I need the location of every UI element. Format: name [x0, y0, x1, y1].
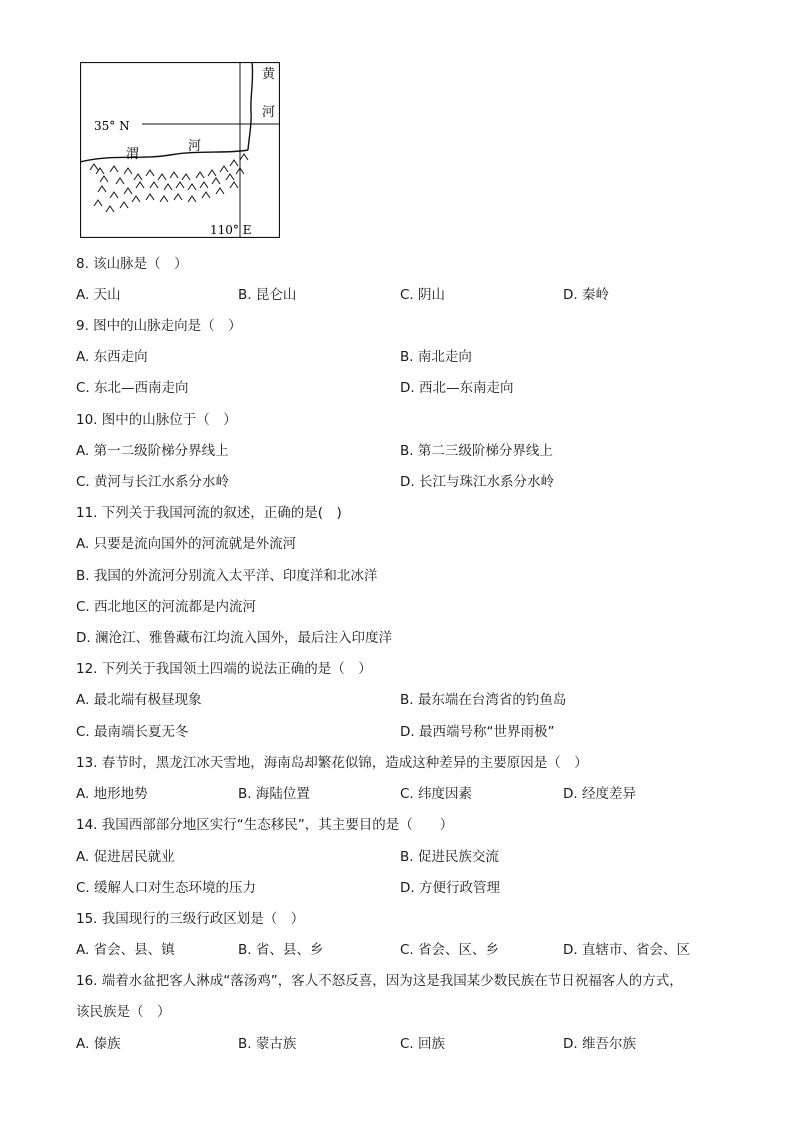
q13-option-c[interactable]: C. 纬度因素: [400, 786, 473, 802]
question-14-stem: 14. 我国西部部分地区实行“生态移民”，其主要目的是（ ）: [76, 817, 454, 833]
q8-option-d[interactable]: D. 秦岭: [563, 287, 609, 303]
q13-option-d[interactable]: D. 经度差异: [563, 786, 636, 802]
q14-option-a[interactable]: A. 促进居民就业: [76, 849, 175, 865]
question-9-stem: 9. 图中的山脉走向是（ ）: [76, 318, 242, 334]
q12-option-c[interactable]: C. 最南端长夏无冬: [76, 724, 189, 740]
q11-option-b[interactable]: B. 我国的外流河分别流入太平洋、印度洋和北冰洋: [76, 568, 378, 584]
q15-option-a[interactable]: A. 省会、县、镇: [76, 942, 175, 958]
map-river-char-2: 河: [188, 139, 202, 154]
q15-option-d[interactable]: D. 直辖市、省会、区: [563, 942, 690, 958]
q12-option-d[interactable]: D. 最西端号称“世界雨极”: [400, 724, 555, 740]
q9-option-d[interactable]: D. 西北—东南走向: [400, 380, 514, 396]
question-11-stem: 11. 下列关于我国河流的叙述，正确的是( ): [76, 505, 342, 521]
map-huang-char: 黄: [262, 67, 276, 82]
q13-option-a[interactable]: A. 地形地势: [76, 786, 148, 802]
question-12-stem: 12. 下列关于我国领土四端的说法正确的是（ ）: [76, 661, 372, 677]
q10-option-c[interactable]: C. 黄河与长江水系分水岭: [76, 474, 230, 490]
q16-option-d[interactable]: D. 维吾尔族: [563, 1036, 636, 1052]
q16-option-b[interactable]: B. 蒙古族: [238, 1036, 297, 1052]
question-8-stem: 8. 该山脉是（ ）: [76, 256, 188, 272]
map-frame: [81, 63, 280, 238]
q9-option-a[interactable]: A. 东西走向: [76, 349, 148, 365]
q16-option-a[interactable]: A. 傣族: [76, 1036, 121, 1052]
q11-option-a[interactable]: A. 只要是流向国外的河流就是外流河: [76, 536, 297, 552]
q9-option-c[interactable]: C. 东北—西南走向: [76, 380, 189, 396]
map-river-char-1: 渭: [126, 147, 140, 162]
q15-option-c[interactable]: C. 省会、区、乡: [400, 942, 500, 958]
q8-option-a[interactable]: A. 天山: [76, 287, 121, 303]
q15-option-b[interactable]: B. 省、县、乡: [238, 942, 324, 958]
question-16-stem: 16. 端着水盆把客人淋成“落汤鸡”，客人不怒反喜，因为这是我国某少数民族在节日祝福客人的方式，: [76, 973, 683, 989]
q12-option-b[interactable]: B. 最东端在台湾省的钓鱼岛: [400, 692, 567, 708]
q16-option-c[interactable]: C. 回族: [400, 1036, 446, 1052]
question-13-stem: 13. 春节时，黑龙江冰天雪地，海南岛却繁花似锦，造成这种差异的主要原因是（ ）: [76, 755, 588, 771]
q8-option-c[interactable]: C. 阴山: [400, 287, 446, 303]
q10-option-b[interactable]: B. 第二三级阶梯分界线上: [400, 443, 553, 459]
question-15-stem: 15. 我国现行的三级行政区划是（ ）: [76, 911, 305, 927]
question-10-stem: 10. 图中的山脉位于（ ）: [76, 412, 237, 428]
q12-option-a[interactable]: A. 最北端有极昼现象: [76, 692, 202, 708]
map-he-char: 河: [262, 105, 276, 120]
q10-option-d[interactable]: D. 长江与珠江水系分水岭: [400, 474, 554, 490]
map-lon-label: 110° E: [210, 223, 252, 237]
q14-option-c[interactable]: C. 缓解人口对生态环境的压力: [76, 880, 257, 896]
map-lat-label: 35° N: [94, 119, 130, 133]
question-16-stem-continued: 该民族是（ ）: [76, 1004, 171, 1020]
q11-option-d[interactable]: D. 澜沧江、雅鲁藏布江均流入国外，最后注入印度洋: [76, 630, 392, 646]
q8-option-b[interactable]: B. 昆仑山: [238, 287, 297, 303]
q11-option-c[interactable]: C. 西北地区的河流都是内流河: [76, 599, 257, 615]
q9-option-b[interactable]: B. 南北走向: [400, 349, 472, 365]
qinling-map: [80, 62, 280, 238]
q10-option-a[interactable]: A. 第一二级阶梯分界线上: [76, 443, 229, 459]
q14-option-b[interactable]: B. 促进民族交流: [400, 849, 499, 865]
q14-option-d[interactable]: D. 方便行政管理: [400, 880, 500, 896]
q13-option-b[interactable]: B. 海陆位置: [238, 786, 310, 802]
